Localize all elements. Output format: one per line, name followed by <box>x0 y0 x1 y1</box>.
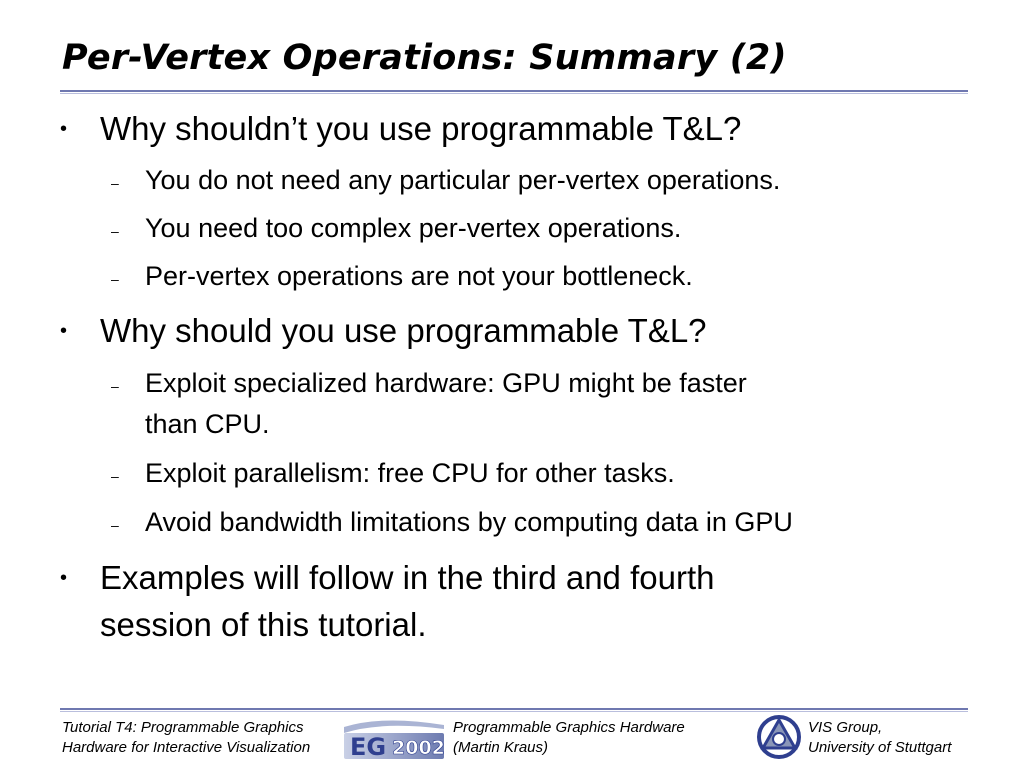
footer-text-line: (Martin Kraus) <box>453 739 549 756</box>
footer-presentation-info <box>453 718 685 758</box>
sub-bullet-text: Avoid bandwidth limitations by computing data in GPU <box>145 507 793 537</box>
footer-tutorial-info <box>62 718 310 758</box>
logo-center <box>773 733 785 745</box>
logo-swoosh <box>344 720 444 733</box>
dash-icon: – <box>111 378 119 394</box>
sub-bullet-continuation <box>145 404 270 444</box>
dash-icon: – <box>111 468 119 484</box>
bullet-text: Why shouldn’t you use programmable T&L? <box>100 110 742 147</box>
sub-bullet-text: Exploit specialized hardware: GPU might be faster <box>145 368 747 398</box>
sub-bullet-text: Exploit parallelism: free CPU for other tasks. <box>145 458 675 488</box>
sub-bullet-text: You do not need any particular per-vertex operations. <box>145 165 781 195</box>
footer-text-line: Hardware for Interactive Visualization <box>62 739 311 756</box>
dash-icon: – <box>111 175 119 191</box>
eurographics-logo <box>342 717 446 761</box>
bullet-item <box>60 308 707 354</box>
sub-bullet-item <box>111 453 675 493</box>
bullet-text: session of this tutorial. <box>100 606 427 643</box>
bullet-item <box>60 555 715 601</box>
sub-bullet-item <box>111 363 747 403</box>
bullet-text: Why should you use programmable T&L? <box>100 312 707 349</box>
sub-bullet-text: Per-vertex operations are not your bottleneck. <box>145 261 693 291</box>
vis-group-logo-icon <box>756 714 802 760</box>
bullet-dot-icon: • <box>60 320 68 342</box>
sub-bullet-item <box>111 502 793 542</box>
bullet-dot-icon: • <box>60 118 68 140</box>
footer-text-line: Tutorial T4: Programmable Graphics <box>62 719 304 736</box>
footer-affiliation <box>808 718 951 758</box>
logo-year: 2002 <box>392 737 445 759</box>
dash-icon: – <box>111 517 119 533</box>
bullet-text: Examples will follow in the third and fourth <box>100 559 715 596</box>
title-rule <box>60 90 968 92</box>
slide-title: Per-Vertex Operations: Summary (2) <box>62 38 787 78</box>
dash-icon: – <box>111 223 119 239</box>
logo-letters: EG <box>350 733 387 761</box>
sub-bullet-text: You need too complex per-vertex operations. <box>145 213 682 243</box>
title-rule-light <box>60 93 968 94</box>
footer-rule-light <box>60 711 968 712</box>
bullet-item <box>60 106 742 152</box>
footer-rule <box>60 708 968 710</box>
bullet-dot-icon: • <box>60 567 68 589</box>
sub-bullet-item <box>111 256 693 296</box>
sub-bullet-item <box>111 208 682 248</box>
bullet-continuation <box>100 602 427 648</box>
footer-text-line: University of Stuttgart <box>808 739 952 756</box>
sub-bullet-text: than CPU. <box>145 409 270 439</box>
footer-text-line: VIS Group, <box>808 719 883 736</box>
dash-icon: – <box>111 271 119 287</box>
sub-bullet-item <box>111 160 781 200</box>
footer-text-line: Programmable Graphics Hardware <box>453 719 685 736</box>
